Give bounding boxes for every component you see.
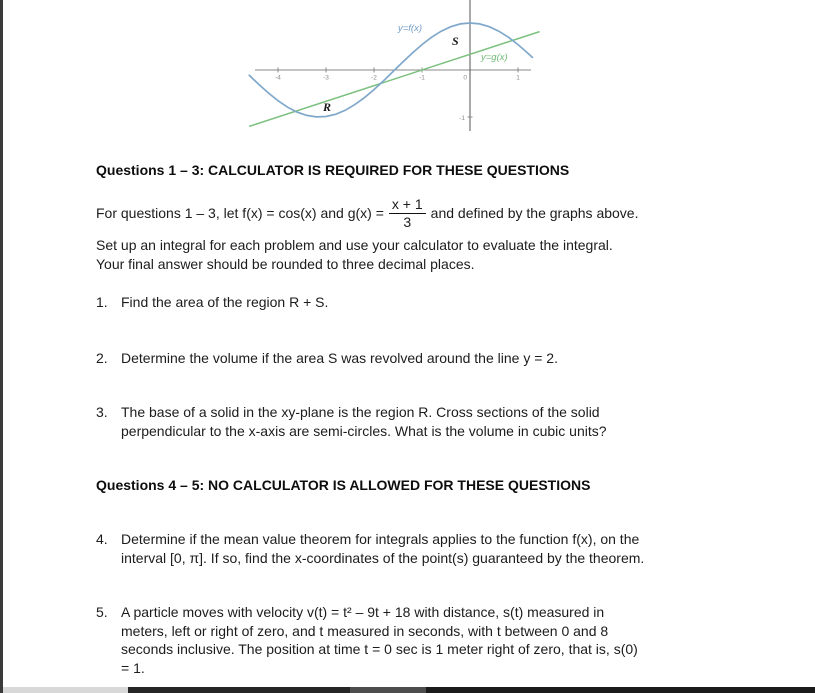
question-line: interval [0, π]. If so, find the x-coordinates of the point(s) guaranteed by the theorem. [121,549,645,566]
region-s-label: S [452,34,459,48]
question-number: 4. [96,531,108,547]
fraction-numerator: x + 1 [389,196,426,214]
f-curve-label: y=f(x) [398,23,423,34]
x-tick-label: 0 [463,74,467,82]
intro-pre-text: For questions 1 – 3, let f(x) = cos(x) and g(x) = [96,205,384,221]
question-line: seconds inclusive. The position at time t = 0 sec is 1 meter right of zero, that is, s(0) [121,641,638,657]
question-item-4 [96,530,644,567]
fraction-g-of-x [389,196,426,231]
question-line: perpendicular to the x-axis are semi-circles. What is the volume in cubic units? [121,422,607,439]
g-curve-label: y=g(x) [481,52,508,63]
bottom-scrollbar-thumb[interactable] [350,687,426,693]
graph-figure [228,0,548,138]
question-text [121,403,607,440]
y-tick-label: -1 [459,115,465,122]
x-tick-label: -4 [275,74,281,82]
fraction-denominator: 3 [403,213,412,230]
x-tick-label: 1 [516,74,520,82]
question-line: A particle moves with velocity v(t) = t² – 9t + 18 with distance, s(t) measured in [121,604,605,620]
question-line: Determine the volume if the area S was revolved around the line y = 2. [121,350,558,366]
g-curve [249,32,539,127]
question-number: 5. [96,604,108,620]
question-line: Find the area of the region R + S. [121,294,329,310]
question-item-2 [96,349,558,368]
question-item-3 [96,403,607,440]
intro-post-text: and defined by the graphs above. [430,205,639,221]
question-line: The base of a solid in the xy-plane is the region R. Cross sections of the solid [121,404,600,420]
intro-line-2: Set up an integral for each problem and use your calculator to evaluate the integral. [96,237,613,253]
question-line: meters, left or right of zero, and t measured in seconds, with t between 0 and 8 [121,622,609,639]
window-left-edge [0,0,3,693]
question-item-1 [96,293,328,312]
intro-paragraph [96,193,638,273]
section-heading-2: Questions 4 – 5: NO CALCULATOR IS ALLOWED FOR THESE QUESTIONS [96,477,591,493]
question-item-5 [96,603,638,677]
bottom-scrollbar-track [3,687,128,693]
x-tick-label: -2 [371,74,377,82]
x-tick-label: -3 [323,74,329,82]
intro-line-3: Your final answer should be rounded to three decimal places. [96,255,475,272]
bottom-bar-segment [426,687,815,693]
graph-svg [228,0,548,138]
question-text [121,603,638,677]
question-number: 3. [96,404,108,420]
x-tick-label: -1 [419,74,425,82]
region-r-label: R [323,100,332,114]
question-text [121,293,328,312]
section-heading-1: Questions 1 – 3: CALCULATOR IS REQUIRED FOR THESE QUESTIONS [96,162,570,178]
bottom-bar-segment [128,687,350,693]
question-number: 1. [96,294,108,310]
question-number: 2. [96,350,108,366]
question-line: = 1. [121,659,145,676]
question-text [121,530,644,567]
intro-line-with-fraction [96,193,638,233]
question-line: Determine if the mean value theorem for integrals applies to the function f(x), on the [121,531,640,547]
question-text [121,349,558,368]
